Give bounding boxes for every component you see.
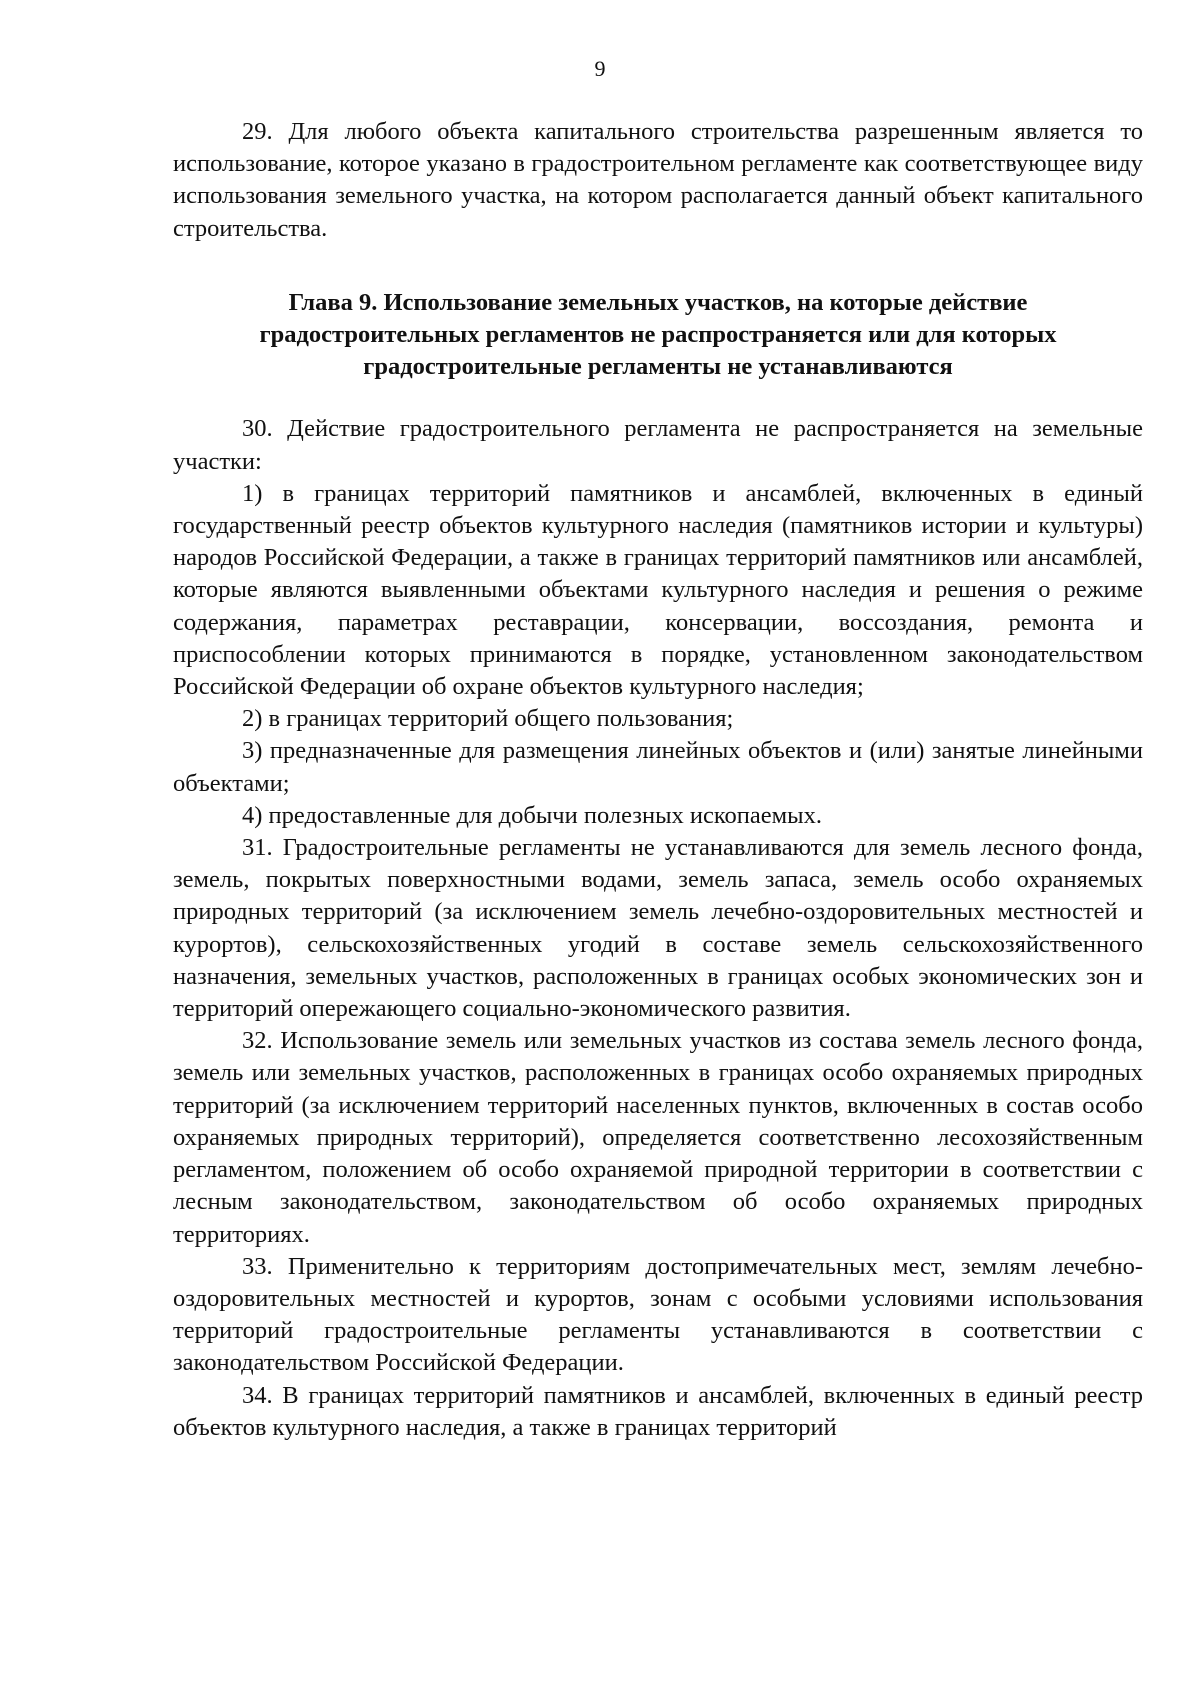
paragraph-33: 33. Применительно к территориям достопримечательных мест, землям лечебно-оздоровительных местностей и курортов, зонам с особыми условиями использования территорий градостроительные регламенты устанавливаются в соответствии с законодательством Российской Федерации. bbox=[173, 1252, 1143, 1377]
paragraph-32: 32. Использование земель или земельных участков из состава земель лесного фонда, земель или земельных участков, расположенных в границах особо охраняемых природных территорий (за исключением территорий населенных пунктов, включенных в состав особо охраняемых природных территорий), определяется соответственно лесохозяйственным регламентом, положением об особо охраняемой природной территории в соответствии с лесным законодательством, законодательством об особо охраняемых природных территориях. bbox=[173, 1027, 1143, 1248]
chapter-heading-line-2: градостроительных регламентов не распространяется или для которых bbox=[259, 321, 1057, 349]
list-item-1: 1) в границах территорий памятников и ансамблей, включенных в единый государственный реестр объектов культурного наследия (памятников истории и культуры) народов Российской Федерации, а также в границах территорий памятников или ансамблей, которые являются выявленными объектами культурного наследия и решения о режиме содержания, параметрах реставрации, консервации, воссоздания, ремонта и приспособлении которых принимаются в порядке, установленном законодательством Российской Федерации об охране объектов культурного наследия; bbox=[173, 479, 1143, 701]
page-number: 9 bbox=[594, 56, 606, 81]
paragraph-34: 34. В границах территорий памятников и ансамблей, включенных в единый реестр объектов культурного наследия, а также в границах территорий bbox=[173, 1381, 1143, 1441]
list-item-4: 4) предоставленные для добычи полезных ископаемых. bbox=[242, 801, 822, 829]
document-body bbox=[173, 116, 1143, 1444]
paragraph-31: 31. Градостроительные регламенты не устанавливаются для земель лесного фонда, земель, покрытых поверхностными водами, земель запаса, земель особо охраняемых природных территорий (за исключением земель лечебно-оздоровительных местностей и курортов), сельскохозяйственных угодий в составе земель сельскохозяйственного назначения, земельных участков, расположенных в границах особых экономических зон и территорий опережающего социально-экономического развития. bbox=[173, 834, 1143, 1023]
paragraph-30: 30. Действие градостроительного регламента не распространяется на земельные участки: bbox=[173, 415, 1143, 475]
list-item-2: 2) в границах территорий общего пользования; bbox=[242, 705, 734, 733]
chapter-heading-line-3: градостроительные регламенты не устанавливаются bbox=[363, 353, 953, 381]
chapter-heading-line-1: Глава 9. Использование земельных участков, на которые действие bbox=[288, 288, 1028, 316]
paragraph-29: 29. Для любого объекта капитального строительства разрешенным является то использование, которое указано в градостроительном регламенте как соответствующее виду использования земельного участка, на котором располагается данный объект капитального строительства. bbox=[173, 118, 1143, 242]
list-item-3: 3) предназначенные для размещения линейных объектов и (или) занятые линейными объектами; bbox=[173, 737, 1143, 797]
chapter-heading bbox=[173, 287, 1143, 384]
